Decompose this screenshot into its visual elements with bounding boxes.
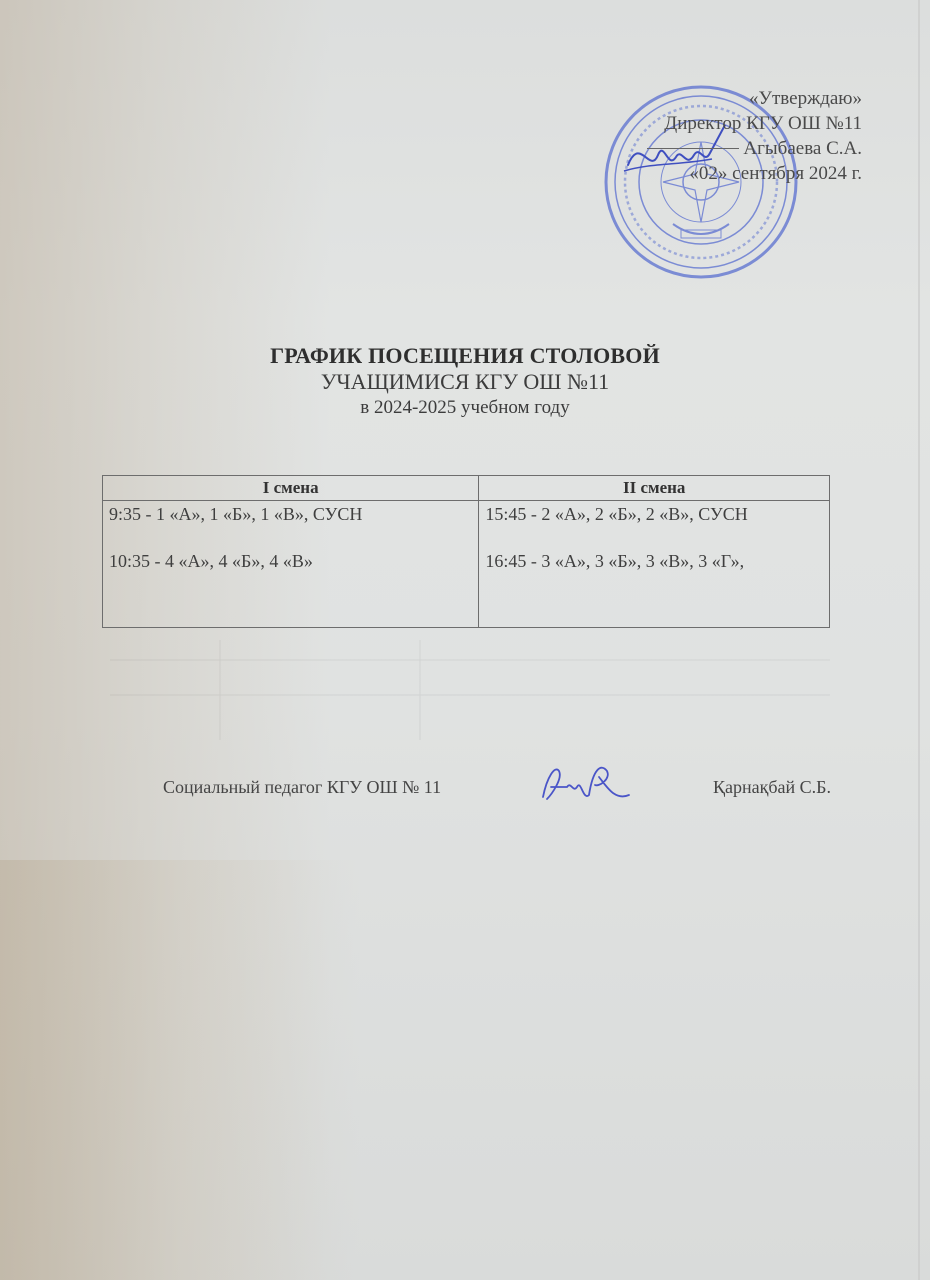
schedule-slot: 9:35 - 1 «А», 1 «Б», 1 «В», СУСН xyxy=(109,504,363,524)
show-through-ghost-table xyxy=(110,640,830,740)
signature-line xyxy=(647,148,739,149)
shift-2-cell xyxy=(479,501,830,628)
schedule-slot: 10:35 - 4 «А», 4 «Б», 4 «В» xyxy=(109,551,313,571)
column-header-shift-1: I смена xyxy=(103,476,479,501)
table-row xyxy=(103,501,830,628)
approval-block xyxy=(647,86,862,186)
approval-position: Директор КГУ ОШ №11 xyxy=(664,113,862,134)
title-line-3: в 2024-2025 учебном году xyxy=(360,397,570,418)
title-line-1: ГРАФИК ПОСЕЩЕНИЯ СТОЛОВОЙ xyxy=(270,343,660,368)
approval-name-line xyxy=(647,136,862,161)
shift-1-cell xyxy=(103,501,479,628)
signer-name: Қарнақбай С.Б. xyxy=(713,777,831,797)
page-shadow xyxy=(0,860,930,1280)
schedule-table xyxy=(102,475,830,628)
column-header-shift-2: II смена xyxy=(479,476,830,501)
approval-name: Агыбаева С.А. xyxy=(743,138,862,159)
title-line-2: УЧАЩИМИСЯ КГУ ОШ №11 xyxy=(320,369,610,394)
social-pedagogue-signature xyxy=(537,757,637,812)
approval-date: «02» сентября 2024 г. xyxy=(689,163,862,184)
approval-heading: «Утверждаю» xyxy=(749,88,862,109)
page-edge xyxy=(918,0,920,1280)
schedule-slot: 16:45 - 3 «А», 3 «Б», 3 «В», 3 «Г», xyxy=(485,551,745,571)
document-title xyxy=(0,343,930,421)
signer-role: Социальный педагог КГУ ОШ № 11 xyxy=(163,777,442,797)
table-header-row xyxy=(103,476,830,501)
schedule-slot: 15:45 - 2 «А», 2 «Б», 2 «В», СУСН xyxy=(485,504,748,524)
